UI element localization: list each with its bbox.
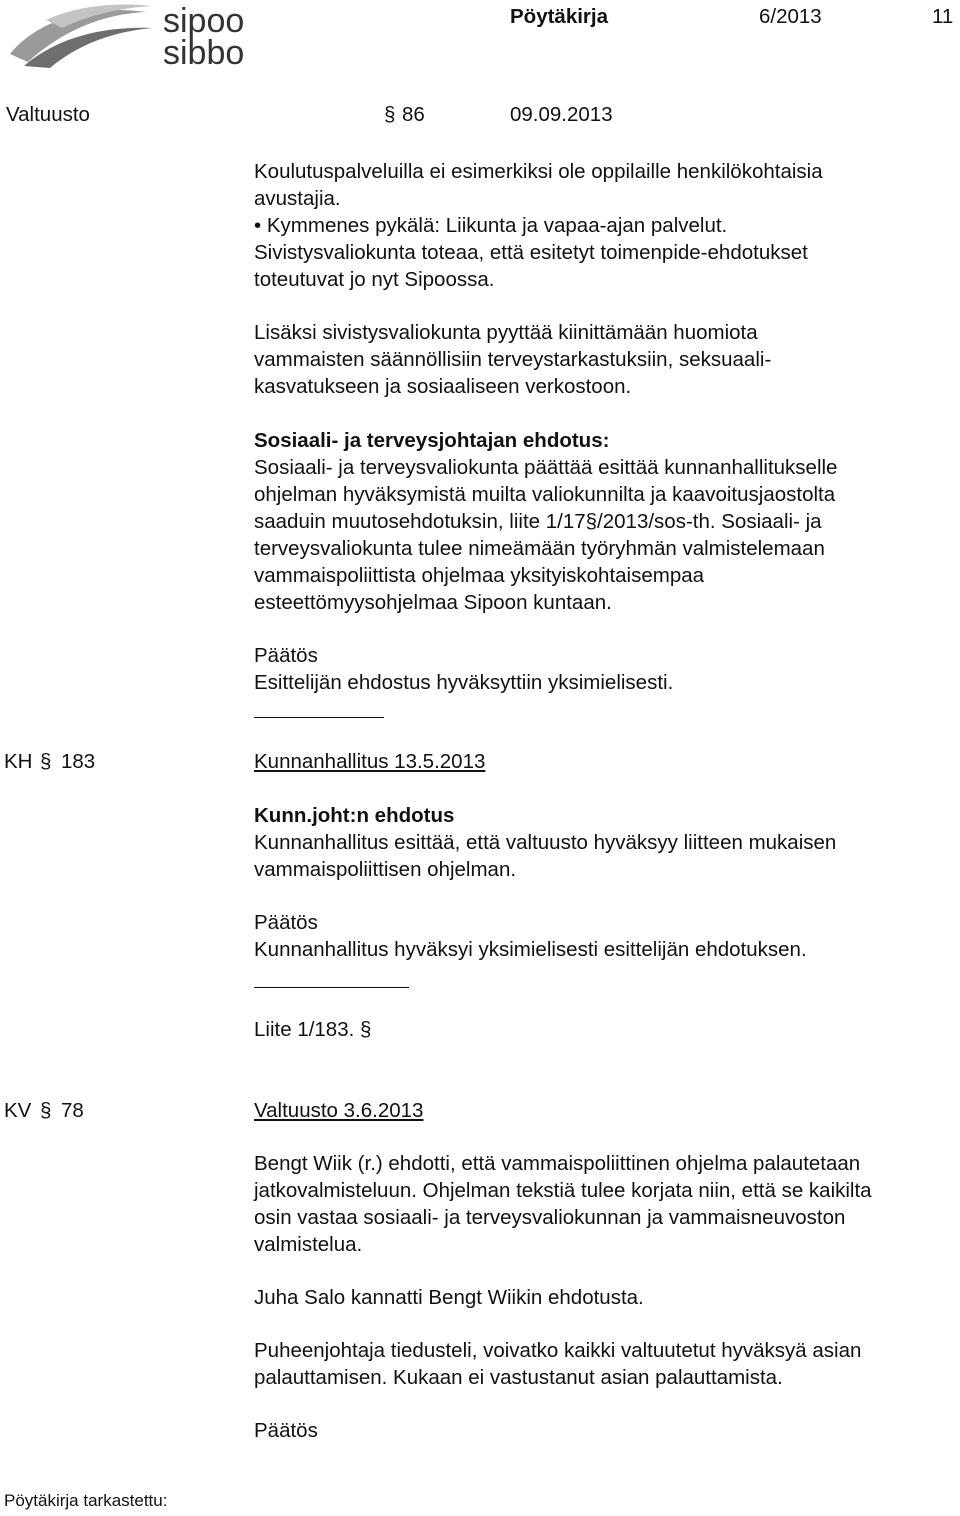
decision-text: Esittelijän ehdostus hyväksyttiin yksimielisesti.	[254, 671, 674, 694]
body-line: Kunnanhallitus esittää, että valtuusto hyväksyy liitteen mukaisen	[254, 831, 837, 854]
body-line: vammaispoliittisen ohjelman.	[254, 858, 517, 881]
section-number: 86	[402, 103, 425, 126]
sipoo-sibbo-logo	[6, 2, 256, 72]
decision-label: Päätös	[254, 1419, 318, 1442]
reviewed-label: Pöytäkirja tarkastettu:	[4, 1491, 168, 1510]
logo-text-sibbo: sibbo	[163, 34, 245, 72]
appendix-text: Liite 1/183.	[254, 1018, 355, 1041]
separator-rule	[254, 987, 409, 988]
body-line: jatkovalmisteluun. Ohjelman tekstiä tulee korjata niin, että se kaikilta	[254, 1179, 872, 1202]
section-sign: §	[40, 1099, 52, 1122]
body-line: Puheenjohtaja tiedusteli, voivatko kaikki valtuutetut hyväksyä asian	[254, 1339, 862, 1362]
body-line: avustajia.	[254, 187, 341, 210]
body-line: Lisäksi sivistysvaliokunta pyyttää kiinittämään huomiota	[254, 321, 758, 344]
kv-prefix: KV	[4, 1099, 32, 1122]
section-sign: §	[585, 510, 598, 533]
page-number: 11	[932, 5, 954, 28]
appendix-line	[254, 1017, 371, 1044]
body-line: Sosiaali- ja terveysvaliokunta päättää esittää kunnanhallitukselle	[254, 456, 838, 479]
body-line: vammaisten säännöllisiin terveystarkastuksiin, seksuaali-	[254, 348, 772, 371]
body-line: Sivistysvaliokunta toteaa, että esitetyt toimenpide-ehdotukset	[254, 241, 808, 264]
meeting-date: 09.09.2013	[510, 103, 613, 126]
body-line: Bengt Wiik (r.) ehdotti, että vammaispoliittinen ohjelma palautetaan	[254, 1152, 861, 1175]
body-line: kasvatukseen ja sosiaaliseen verkostoon.	[254, 375, 632, 398]
document-type: Pöytäkirja	[510, 5, 608, 28]
body-line: Juha Salo kannatti Bengt Wiikin ehdotusta.	[254, 1286, 644, 1309]
logo-swoosh-icon	[6, 2, 156, 72]
bullet-item: • Kymmenes pykälä: Liikunta ja vapaa-ajan palvelut.	[254, 214, 728, 237]
body-line: esteettömyysohjelmaa Sipoon kuntaan.	[254, 591, 612, 614]
proposal-heading: Sosiaali- ja terveysjohtajan ehdotus:	[254, 429, 610, 452]
body-text: /2013/sos-th. Sosiaali- ja	[597, 510, 822, 533]
body-name: Valtuusto	[6, 103, 90, 126]
section-sign: §	[360, 1018, 372, 1041]
logo-text-sipoo: sipoo	[163, 2, 245, 40]
body-line	[254, 509, 822, 536]
body-line: terveysvaliokunta tulee nimeämään työryhmän valmistelemaan	[254, 537, 825, 560]
section-sign: §	[384, 103, 396, 126]
body-line: valmistelua.	[254, 1233, 363, 1256]
body-line: toteutuvat jo nyt Sipoossa.	[254, 268, 495, 291]
kh-title: Kunnanhallitus 13.5.2013	[254, 750, 486, 773]
kv-title: Valtuusto 3.6.2013	[254, 1099, 424, 1122]
decision-label: Päätös	[254, 644, 318, 667]
kh-number: 183	[61, 750, 96, 773]
kh-prefix: KH	[4, 750, 33, 773]
decision-text: Kunnanhallitus hyväksyi yksimielisesti esittelijän ehdotuksen.	[254, 938, 807, 961]
kv-number: 78	[61, 1099, 84, 1122]
section-sign: §	[40, 750, 52, 773]
body-line: vammaispoliittista ohjelmaa yksityiskohtaisempaa	[254, 564, 705, 587]
body-text: saaduin muutosehdotuksin, liite 1/17	[254, 510, 586, 533]
separator-rule	[254, 717, 384, 718]
body-line: Koulutuspalveluilla ei esimerkiksi ole oppilaille henkilökohtaisia	[254, 160, 823, 183]
body-line: ohjelman hyväksymistä muilta valiokunnilta ja kaavoitusjaostolta	[254, 483, 836, 506]
body-line: osin vastaa sosiaali- ja terveysvaliokunnan ja vammaisneuvoston	[254, 1206, 846, 1229]
decision-label: Päätös	[254, 911, 318, 934]
body-line: palauttamisen. Kukaan ei vastustanut asian palauttamista.	[254, 1366, 783, 1389]
kunn-heading: Kunn.joht:n ehdotus	[254, 804, 455, 827]
document-number: 6/2013	[759, 5, 822, 28]
